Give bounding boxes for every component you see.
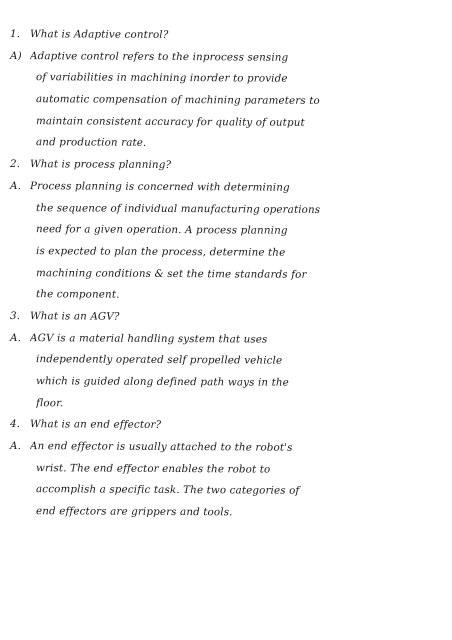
answer-text: end effectors are grippers and tools. (35, 505, 233, 519)
question-line (10, 28, 438, 52)
question-line (10, 310, 438, 334)
answer-line (10, 180, 438, 204)
answer-text: and production rate. (35, 136, 147, 150)
question-line (10, 418, 438, 442)
answer-text: the component. (35, 288, 120, 301)
answer-text: maintain consistent accuracy for quality of output (35, 114, 305, 129)
answer-marker: A. (9, 440, 22, 453)
question-number: 1. (9, 28, 21, 41)
answer-line (10, 93, 438, 117)
answer-text: AGV is a material handling system that uses (29, 331, 268, 346)
answer-text: independently operated self propelled vehicle (35, 353, 283, 367)
answer-text: of variabilities in machining inorder to provide (35, 71, 288, 86)
answer-line (10, 353, 438, 377)
answer-text: the sequence of individual manufacturing operations (35, 201, 321, 216)
answer-text: which is guided along defined path ways in the (35, 375, 289, 389)
answer-line (10, 136, 438, 160)
answer-line (10, 71, 438, 95)
answer-line (10, 440, 438, 464)
answer-text: Adaptive control refers to the inprocess sensing (29, 49, 289, 64)
answer-line (10, 375, 438, 399)
question-text: What is an end effector? (29, 418, 162, 432)
answer-text: Process planning is concerned with determining (29, 179, 290, 194)
answer-text: wrist. The end effector enables the robot to (35, 461, 271, 476)
question-text: What is Adaptive control? (29, 28, 169, 41)
answer-text: accomplish a specific task. The two categories of (35, 483, 300, 498)
answer-line (10, 223, 438, 247)
answer-line (10, 505, 438, 529)
answer-marker: A) (9, 49, 22, 62)
answer-text: need for a given operation. A process planning (35, 223, 288, 237)
answer-text: floor. (35, 396, 64, 410)
answer-line (10, 267, 438, 291)
question-number: 2. (9, 158, 21, 171)
question-number: 4. (9, 418, 21, 431)
question-line (10, 158, 438, 182)
answer-text: is expected to plan the process, determine the (35, 245, 286, 259)
answer-line (10, 483, 438, 507)
answer-marker: A. (9, 179, 22, 192)
answer-line (10, 202, 438, 226)
question-text: What is an AGV? (29, 310, 120, 323)
answer-line (10, 50, 438, 74)
answer-marker: A. (9, 331, 22, 344)
answer-line (10, 397, 438, 421)
answer-line (10, 332, 438, 356)
answer-text: machining conditions & set the time standards for (35, 266, 307, 281)
question-number: 3. (9, 309, 21, 322)
answer-line (10, 245, 438, 269)
answer-text: automatic compensation of machining parameters to (35, 93, 320, 107)
answer-line (10, 288, 438, 312)
question-text: What is process planning? (29, 158, 172, 172)
answer-text: An end effector is usually attached to the robot's (29, 440, 293, 454)
